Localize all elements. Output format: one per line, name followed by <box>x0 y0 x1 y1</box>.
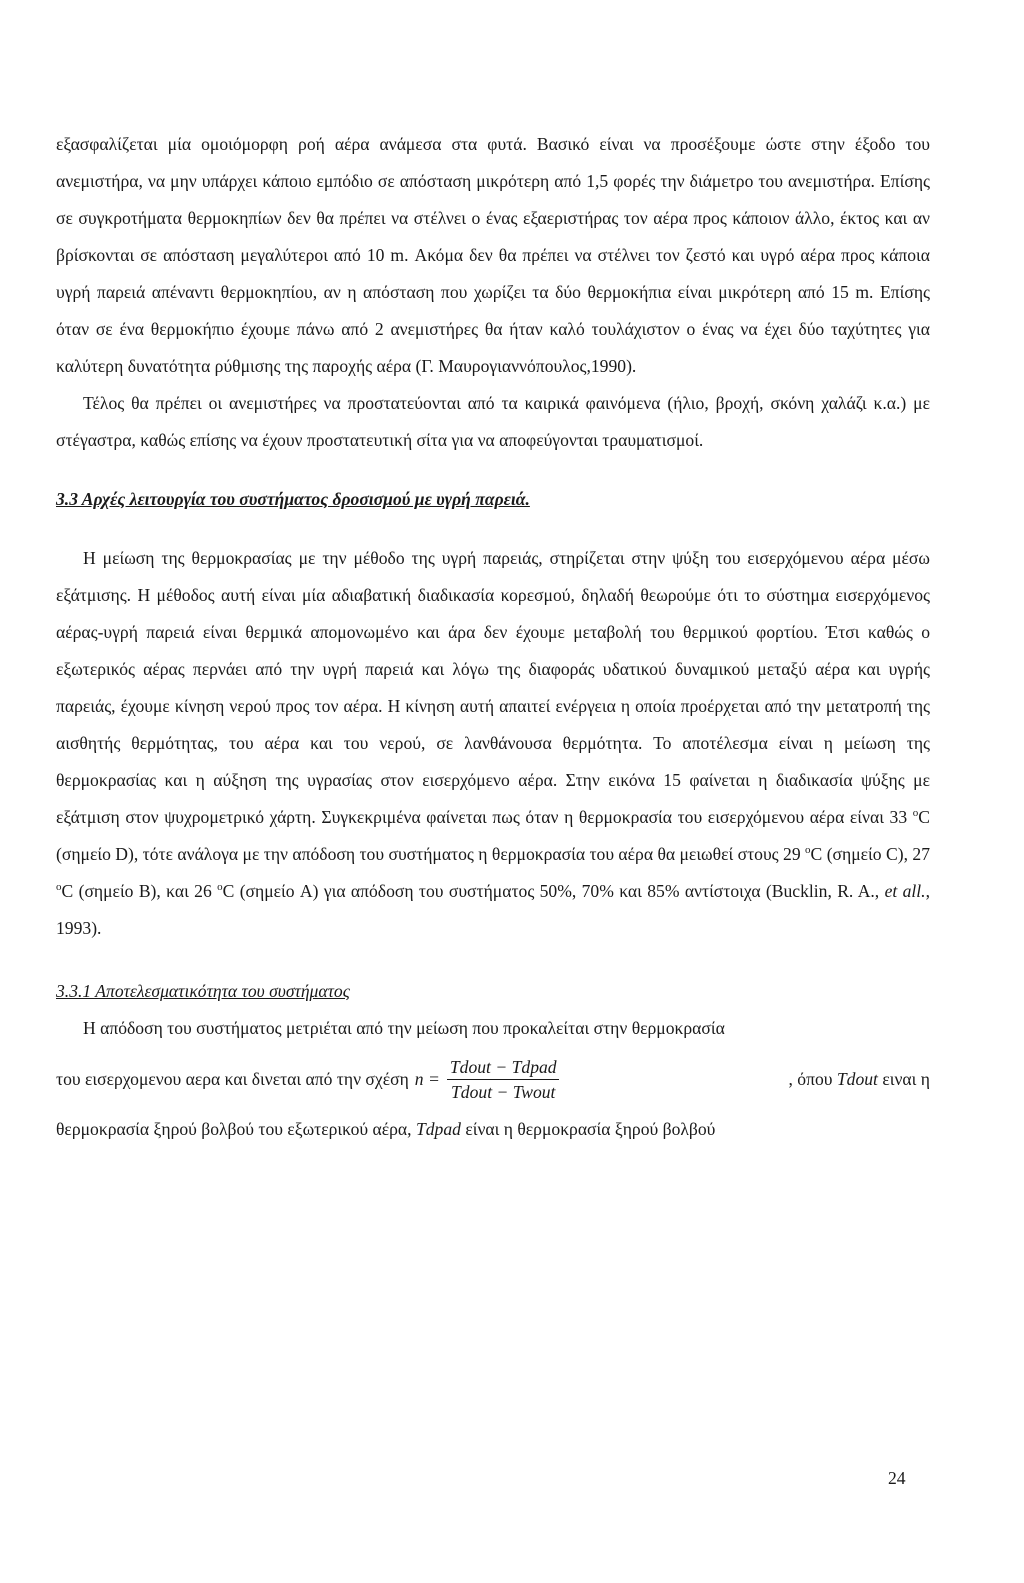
degree-sign: o <box>912 807 919 820</box>
formula-right <box>788 1061 930 1098</box>
paragraph-efficiency-line1: Η απόδοση του συστήματος μετριέται από την μείωση που προκαλείται στην θερμοκρασία <box>83 1018 725 1038</box>
text-run: , όπου <box>788 1068 833 1089</box>
text-run: , 1993). <box>56 881 930 938</box>
variable-tdout: Tdout <box>836 1068 878 1089</box>
degree-sign: o <box>805 844 811 857</box>
section-heading-3-3: 3.3 Αρχές λειτουργία του συστήματος δροσισμού με υγρή παρειά. <box>56 489 530 509</box>
text-run: Η μείωση της θερμοκρασίας με την μέθοδο της υγρή παρειάς, στηρίζεται στην ψύξη του εισερχόμενου αέρα μέσω εξάτμισης. Η μέθοδος αυτή είναι μία αδιαβατική διαδικασία κορεσμού, δηλαδή θεωρούμε ότι το σύστημα εισερχόμενος αέρας-υγρή παρειά είναι θερμικά απομονωμένο και άρα δεν έχουμε μεταβολή του θερμικού φορτίου. Έτσι καθώς ο εξωτερικός αέρας περνάει από την υγρή παρειά και λόγω της διαφοράς υδατικού δυναμικού μεταξύ αέρα και υγρής παρειάς, έχουμε κίνηση νερού προς τον αέρα. Η κίνηση αυτή απαιτεί ενέργεια η οποία προέρχεται από την μετατροπή της αισθητής θερμότητας, του αέρα και του νερού, σε λανθάνουσα θερμότητα. Το αποτέλεσμα είναι η μείωση της θερμοκρασίας και η αύξηση της υγρασίας στον εισερχόμενο αέρα. Στην εικόνα 15 φαίνεται η διαδικασία ψύξης με εξάτμιση στον ψυχρομετρικό χάρτη. Συγκεκριμένα φαίνεται πως όταν η θερμοκρασία του εισερχόμενου αέρα είναι 33 <box>56 548 930 827</box>
formula-prefix: του εισερχομενου αερα και δινεται από την σχέση <box>56 1068 409 1089</box>
document-page <box>56 126 930 1148</box>
formula-variable: n = <box>414 1068 440 1089</box>
text-run: C (σημείο D), τότε ανάλογα με την απόδοση του συστήματος η θερμοκρασία του αέρα θα μειωθεί στους 29 <box>56 807 930 864</box>
paragraph-efficiency-line3 <box>56 1111 930 1148</box>
page-number: 24 <box>888 1468 906 1488</box>
fraction-numerator: Tdout − Tdpad <box>449 1056 557 1077</box>
paragraph-cooling-principle <box>56 540 930 947</box>
text-run: ειναι η <box>882 1068 930 1089</box>
paragraph-fan-placement: εξασφαλίζεται μία ομοιόμορφη ροή αέρα ανάμεσα στα φυτά. Βασικό είναι να προσέξουμε ώστε στην έξοδο του ανεμιστήρα, να μην υπάρχει κάποιο εμπόδιο σε απόσταση μικρότερη από 1,5 φορές την διάμετρο του ανεμιστήρα. Επίσης σε συγκροτήματα θερμοκηπίων δεν θα πρέπει να στέλνει ο ένας εξαεριστήρας τον αέρα προς κάποιον άλλο, έκτος και αν βρίσκονται σε απόσταση μεγαλύτεροι από 10 m. Ακόμα δεν θα πρέπει να στέλνει τον ζεστό και υγρό αέρα προς κάποια υγρή παρειά απέναντι θερμοκηπίου, αν η απόσταση που χωρίζει τα δύο θερμοκήπια είναι μικρότερη από 15 m. Επίσης όταν σε ένα θερμοκήπιο έχουμε πάνω από 2 ανεμιστήρες θα ήταν καλό τουλάχιστον ο ένας να έχει δύο ταχύτητες για καλύτερη δυνατότητα ρύθμισης της παροχής αέρα (Γ. Μαυρογιαννόπουλος,1990). <box>56 134 930 376</box>
degree-sign: o <box>217 881 223 894</box>
text-run: C (σημείο C), 27 <box>810 844 930 864</box>
text-run: θερμοκρασία ξηρού βολβού του εξωτερικού αέρα, <box>56 1119 412 1139</box>
fraction-denominator: Tdout − Twout <box>447 1079 559 1104</box>
paragraph-fan-protection: Τέλος θα πρέπει οι ανεμιστήρες να προστατεύονται από τα καιρικά φαινόμενα (ήλιο, βροχή, σκόνη χαλάζι κ.α.) με στέγαστρα, καθώς επίσης να έχουν προστατευτική σίτα για να αποφεύγονται τραυματισμοί. <box>56 393 930 450</box>
variable-tdpad: Tdpad <box>415 1119 461 1139</box>
citation-etal: et all. <box>884 881 926 901</box>
formula-line <box>56 1049 930 1109</box>
efficiency-fraction <box>446 1055 561 1104</box>
formula-left <box>56 1055 561 1104</box>
text-run: C (σημείο B), και 26 <box>61 881 218 901</box>
degree-sign: o <box>56 881 62 894</box>
section-heading-3-3-1: 3.3.1 Αποτελεσματικότητα του συστήματος <box>56 981 350 1001</box>
text-run: είναι η θερμοκρασία ξηρού βολβού <box>465 1119 716 1139</box>
text-run: C (σημείο A) για απόδοση του συστήματος 50%, 70% και 85% αντίστοιχα (Bucklin, R. A., <box>222 881 885 901</box>
